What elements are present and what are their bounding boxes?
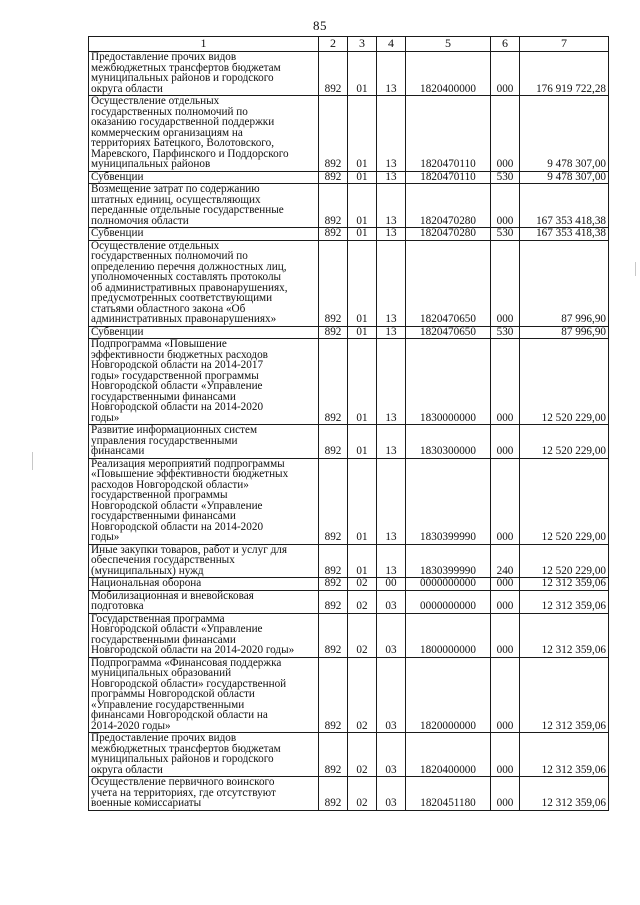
- row-description-text: Субвенции: [91, 326, 144, 338]
- table-row: [89, 544, 609, 578]
- row-amount: 12 520 229,00: [520, 544, 609, 578]
- row-ministry-code: 892: [319, 184, 348, 228]
- row-amount: 12 312 359,06: [520, 777, 609, 811]
- row-target-article: 0000000000: [406, 578, 491, 591]
- row-subsection-code: 13: [377, 339, 406, 425]
- row-description-text: Предоставление прочих видов межбюджетных трансфертов бюджетам муниципальных районов и городского округа области: [91, 51, 281, 95]
- header-cell: 6: [491, 37, 520, 52]
- row-subsection-code: 03: [377, 733, 406, 777]
- row-description-text: Предоставление прочих видов межбюджетных трансфертов бюджетам муниципальных районов и городского округа области: [91, 732, 281, 776]
- row-expense-type: 000: [491, 777, 520, 811]
- row-description-text: Развитие информационных систем управления государственными финансами: [91, 424, 258, 457]
- row-subsection-code: 13: [377, 228, 406, 241]
- row-amount: 167 353 418,38: [520, 184, 609, 228]
- table-body: [89, 37, 609, 811]
- row-expense-type: 000: [491, 613, 520, 657]
- budget-table: [88, 36, 609, 811]
- row-subsection-code: 13: [377, 171, 406, 184]
- row-description: [89, 326, 319, 339]
- row-amount: 12 520 229,00: [520, 458, 609, 544]
- header-cell: 5: [406, 37, 491, 52]
- row-target-article: 1830300000: [406, 425, 491, 459]
- row-description-text: Реализация мероприятий подпрограммы «Повышение эффективности бюджетных расходов Новгородской области» государственной программы Новгородской области «Управление государственными финансами Новгородской области на 2014-2020 годы»: [91, 458, 289, 543]
- row-subsection-code: 13: [377, 326, 406, 339]
- row-section-code: 02: [348, 657, 377, 733]
- row-subsection-code: 03: [377, 777, 406, 811]
- row-target-article: 1830000000: [406, 339, 491, 425]
- row-description-text: Мобилизационная и вневойсковая подготовка: [91, 590, 254, 612]
- row-section-code: 01: [348, 425, 377, 459]
- header-cell: 1: [89, 37, 319, 52]
- row-description: [89, 52, 319, 96]
- row-ministry-code: 892: [319, 733, 348, 777]
- row-amount: 87 996,90: [520, 240, 609, 326]
- table-row: [89, 240, 609, 326]
- scan-mark: [32, 452, 33, 470]
- row-ministry-code: 892: [319, 339, 348, 425]
- row-target-article: 1820451180: [406, 777, 491, 811]
- row-section-code: 01: [348, 96, 377, 172]
- table-row: [89, 228, 609, 241]
- row-description: [89, 339, 319, 425]
- row-amount: 12 520 229,00: [520, 339, 609, 425]
- row-description-text: Национальная оборона: [91, 577, 202, 589]
- row-section-code: 01: [348, 184, 377, 228]
- header-cell: 4: [377, 37, 406, 52]
- row-subsection-code: 13: [377, 425, 406, 459]
- row-expense-type: 530: [491, 171, 520, 184]
- row-subsection-code: 13: [377, 52, 406, 96]
- row-ministry-code: 892: [319, 613, 348, 657]
- row-section-code: 01: [348, 458, 377, 544]
- row-target-article: 0000000000: [406, 590, 491, 613]
- row-expense-type: 000: [491, 458, 520, 544]
- table-row: [89, 326, 609, 339]
- row-target-article: 1820470110: [406, 171, 491, 184]
- table-row: [89, 657, 609, 733]
- row-ministry-code: 892: [319, 544, 348, 578]
- row-description: [89, 777, 319, 811]
- row-section-code: 01: [348, 544, 377, 578]
- row-expense-type: 240: [491, 544, 520, 578]
- page-number: 85: [313, 18, 327, 33]
- row-section-code: 02: [348, 777, 377, 811]
- row-expense-type: 530: [491, 228, 520, 241]
- row-section-code: 02: [348, 613, 377, 657]
- row-description-text: Осуществление первичного воинского учета на территориях, где отсутствуют военные комиссариаты: [91, 776, 276, 809]
- header-cell: 7: [520, 37, 609, 52]
- row-target-article: 1800000000: [406, 613, 491, 657]
- row-description: [89, 458, 319, 544]
- row-section-code: 02: [348, 733, 377, 777]
- row-expense-type: 000: [491, 733, 520, 777]
- row-target-article: 1820400000: [406, 52, 491, 96]
- row-subsection-code: 03: [377, 590, 406, 613]
- row-amount: 12 312 359,06: [520, 613, 609, 657]
- table-row: [89, 425, 609, 459]
- row-target-article: 1820470110: [406, 96, 491, 172]
- table-row: [89, 590, 609, 613]
- row-expense-type: 530: [491, 326, 520, 339]
- row-description: [89, 578, 319, 591]
- table-row: [89, 777, 609, 811]
- row-description-text: Субвенции: [91, 171, 144, 183]
- table-row: [89, 458, 609, 544]
- row-target-article: 1830399990: [406, 544, 491, 578]
- row-target-article: 1820400000: [406, 733, 491, 777]
- row-ministry-code: 892: [319, 458, 348, 544]
- table-row: [89, 339, 609, 425]
- row-description-text: Возмещение затрат по содержанию штатных единиц, осуществляющих переданные отдельные государственные полномочия области: [91, 183, 284, 227]
- row-description: [89, 184, 319, 228]
- row-subsection-code: 03: [377, 657, 406, 733]
- row-section-code: 01: [348, 240, 377, 326]
- row-amount: 9 478 307,00: [520, 96, 609, 172]
- row-expense-type: 000: [491, 657, 520, 733]
- row-expense-type: 000: [491, 52, 520, 96]
- row-description-text: Субвенции: [91, 227, 144, 239]
- row-ministry-code: 892: [319, 326, 348, 339]
- table-row: [89, 52, 609, 96]
- row-description: [89, 240, 319, 326]
- row-section-code: 01: [348, 339, 377, 425]
- row-ministry-code: 892: [319, 578, 348, 591]
- header-row: [89, 37, 609, 52]
- table-row: [89, 613, 609, 657]
- row-description: [89, 657, 319, 733]
- row-subsection-code: 13: [377, 458, 406, 544]
- row-section-code: 01: [348, 171, 377, 184]
- table-row: [89, 184, 609, 228]
- row-ministry-code: 892: [319, 240, 348, 326]
- row-subsection-code: 13: [377, 544, 406, 578]
- row-ministry-code: 892: [319, 777, 348, 811]
- row-ministry-code: 892: [319, 590, 348, 613]
- row-expense-type: 000: [491, 590, 520, 613]
- row-description: [89, 425, 319, 459]
- row-expense-type: 000: [491, 240, 520, 326]
- row-ministry-code: 892: [319, 228, 348, 241]
- row-subsection-code: 13: [377, 184, 406, 228]
- row-amount: 176 919 722,28: [520, 52, 609, 96]
- row-ministry-code: 892: [319, 96, 348, 172]
- row-subsection-code: 03: [377, 613, 406, 657]
- row-description: [89, 171, 319, 184]
- row-expense-type: 000: [491, 578, 520, 591]
- row-amount: 87 996,90: [520, 326, 609, 339]
- header-cell: 2: [319, 37, 348, 52]
- row-target-article: 1820470650: [406, 240, 491, 326]
- row-description: [89, 613, 319, 657]
- row-expense-type: 000: [491, 339, 520, 425]
- table-row: [89, 733, 609, 777]
- row-amount: 167 353 418,38: [520, 228, 609, 241]
- row-description: [89, 96, 319, 172]
- row-amount: 9 478 307,00: [520, 171, 609, 184]
- row-amount: 12 312 359,06: [520, 733, 609, 777]
- row-amount: 12 312 359,06: [520, 578, 609, 591]
- row-description-text: Иные закупки товаров, работ и услуг для обеспечения государственных (муниципальных) нужд: [91, 544, 288, 577]
- row-target-article: 1820470280: [406, 228, 491, 241]
- row-description-text: Государственная программа Новгородской области «Управление государственными финансами Новгородской области на 2014-2020 годы»: [91, 613, 295, 656]
- row-expense-type: 000: [491, 184, 520, 228]
- row-amount: 12 312 359,06: [520, 657, 609, 733]
- row-subsection-code: 13: [377, 240, 406, 326]
- row-subsection-code: 00: [377, 578, 406, 591]
- table-row: [89, 578, 609, 591]
- table-row: [89, 171, 609, 184]
- row-section-code: 01: [348, 326, 377, 339]
- row-amount: 12 312 359,06: [520, 590, 609, 613]
- row-section-code: 01: [348, 52, 377, 96]
- row-ministry-code: 892: [319, 171, 348, 184]
- row-target-article: 1820470650: [406, 326, 491, 339]
- row-expense-type: 000: [491, 425, 520, 459]
- row-description-text: Подпрограмма «Повышение эффективности бюджетных расходов Новгородской области на 2014-2017 годы» государственной программы Новгородской области «Управление государственными финансами Новгородской области на 2014-2020 годы»: [91, 338, 268, 424]
- row-description: [89, 733, 319, 777]
- row-ministry-code: 892: [319, 425, 348, 459]
- row-expense-type: 000: [491, 96, 520, 172]
- row-section-code: 02: [348, 578, 377, 591]
- row-ministry-code: 892: [319, 52, 348, 96]
- scan-mark: [635, 262, 636, 276]
- row-target-article: 1820000000: [406, 657, 491, 733]
- row-description-text: Осуществление отдельных государственных полномочий по оказанию государственной поддержки коммерческим организациям на территориях Батецкого, Волотовского, Маревского, Парфинского и Поддорского муниципальных районов: [91, 95, 289, 170]
- row-description-text: Подпрограмма «Финансовая поддержка муниципальных образований Новгородской области» государственной программы Новгородской области «Управление государственными финансами Новгородской области на 2014-2020 годы»: [91, 657, 287, 732]
- row-description: [89, 228, 319, 241]
- row-ministry-code: 892: [319, 657, 348, 733]
- row-section-code: 01: [348, 228, 377, 241]
- header-cell: 3: [348, 37, 377, 52]
- row-description: [89, 590, 319, 613]
- row-description: [89, 544, 319, 578]
- row-amount: 12 520 229,00: [520, 425, 609, 459]
- row-section-code: 02: [348, 590, 377, 613]
- row-description-text: Осуществление отдельных государственных полномочий по определению перечня должностных лиц, уполномоченных составлять протоколы об административных правонарушениях, предусмотренных соответствующими статьями областного закона «Об административных правонарушениях»: [91, 240, 288, 325]
- row-target-article: 1820470280: [406, 184, 491, 228]
- row-target-article: 1830399990: [406, 458, 491, 544]
- row-subsection-code: 13: [377, 96, 406, 172]
- table-row: [89, 96, 609, 172]
